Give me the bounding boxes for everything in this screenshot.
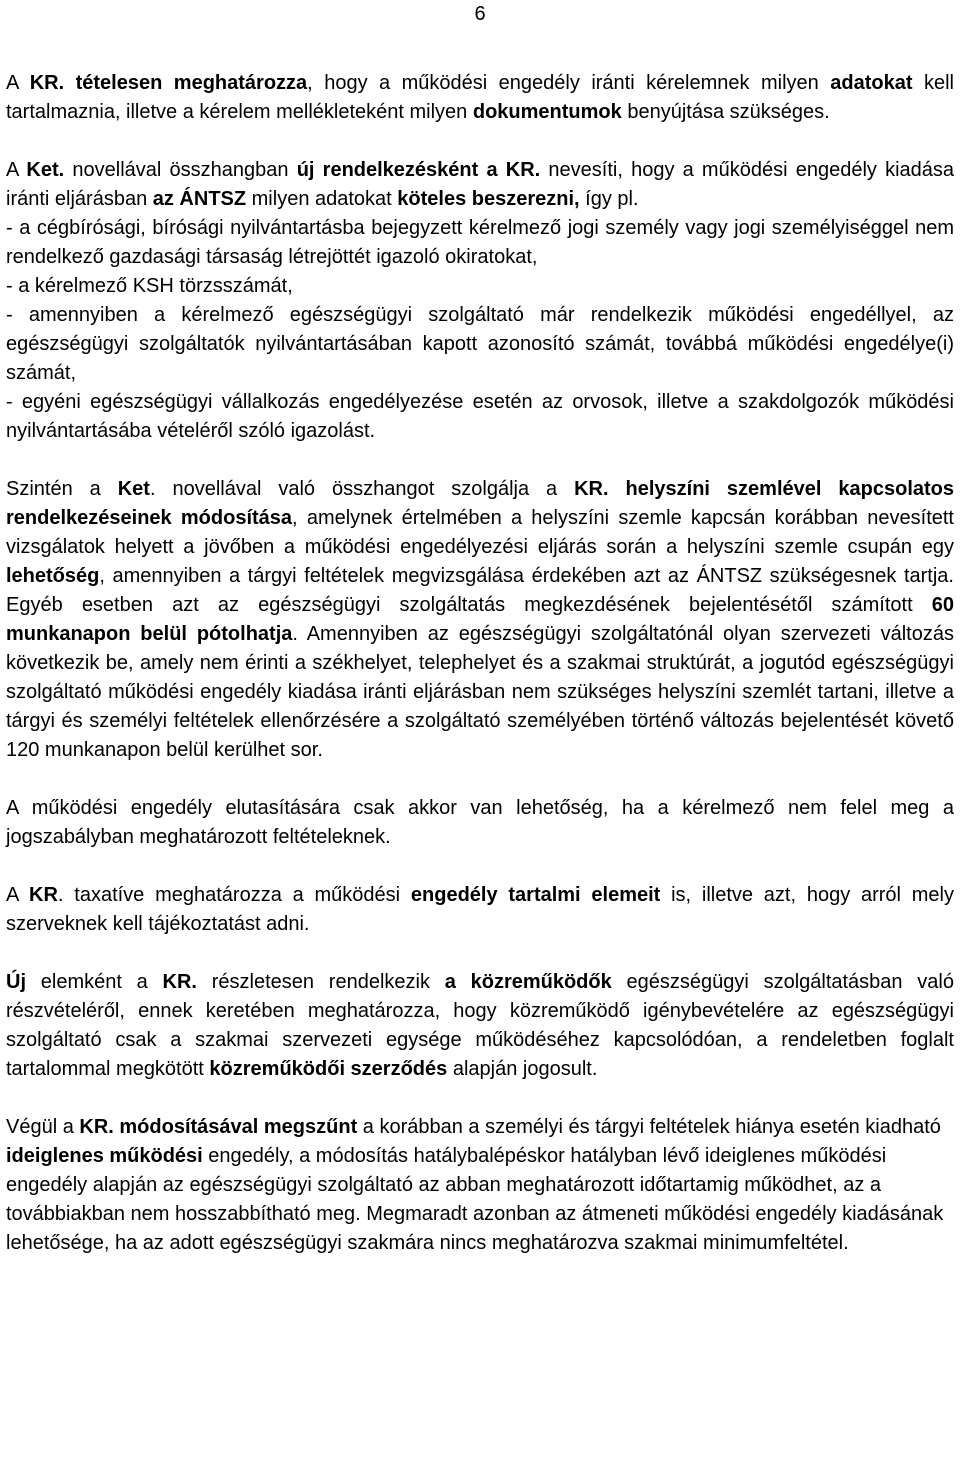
bold-text-run: Új	[6, 971, 26, 993]
bold-text-run: lehetőség	[6, 565, 100, 587]
bold-text-run: köteles beszerezni,	[397, 188, 580, 210]
text-run: milyen adatokat	[246, 188, 398, 210]
bold-text-run: új rendelkezésként a KR.	[296, 159, 541, 181]
paragraph	[6, 272, 954, 301]
text-run: elemként a	[26, 971, 163, 993]
text-run: kell tartalmaznia, illetve a kérelem mellékleteként milyen	[6, 72, 954, 123]
text-run: alapján jogosult.	[447, 1058, 598, 1080]
text-run: egészségügyi szolgáltatásban való részvételéről, ennek keretében meghatározza, hogy közreműködő igénybevételére az egészségügyi szolgáltató csak a szakmai szervezeti egysége működéséhez kapcsolódóan, a rendeletben foglalt tartalommal megkötött	[6, 971, 954, 1080]
bold-text-run: Ket.	[26, 159, 65, 181]
text-run: a korábban a személyi és tárgyi feltételek hiánya esetén kiadható	[357, 1116, 941, 1138]
text-run: , amelynek értelmében a helyszíni szemle kapcsán korábban nevesített vizsgálatok helyett a jövőben a működési engedélyezési eljárás során a helyszíni szemle csupán egy	[6, 507, 954, 558]
bold-text-run: engedély tartalmi elemeit	[410, 884, 661, 906]
bold-text-run: közreműködői szerződés	[209, 1058, 448, 1080]
text-run: részletesen rendelkezik	[197, 971, 445, 993]
text-run: - a cégbírósági, bírósági nyilvántartásba bejegyzett kérelmező jogi személy vagy jogi személyiséggel nem rendelkező gazdasági társaság létrejöttét igazoló okiratokat,	[6, 217, 954, 268]
text-run: , amennyiben a tárgyi feltételek megvizsgálása érdekében azt az ÁNTSZ szükségesnek tartja. Egyéb esetben azt az egészségügyi szolgáltatás megkezdésének bejelentésétől számított	[6, 565, 954, 616]
bold-text-run: KR	[29, 884, 58, 906]
text-run: A	[6, 72, 30, 94]
text-run: nevesíti, hogy a működési engedély kiadása iránti eljárásban	[6, 159, 955, 210]
paragraph	[6, 475, 954, 765]
text-run: Szintén a	[6, 478, 118, 500]
text-run: Végül a	[6, 1116, 80, 1138]
paragraph	[6, 968, 954, 1084]
text-run: . Amennyiben az egészségügyi szolgáltatónál olyan szervezeti változás következik be, amely nem érinti a székhelyet, telephelyet és a szakmai struktúrát, a jogutód egészségügyi szolgáltató működési engedély kiadása iránti eljárásban nem szükséges helyszíni szemlét tartani, illetve a tárgyi és személyi feltételek ellenőrzésére a szolgáltató személyében történő változás bejelentését követő 120 munkanapon belül kerülhet sor.	[6, 623, 954, 761]
paragraph	[6, 69, 954, 127]
text-run: A működési engedély elutasítására csak akkor van lehetőség, ha a kérelmező nem felel meg a jogszabályban meghatározott feltételeknek.	[6, 797, 954, 848]
text-run: így pl.	[579, 188, 639, 210]
text-run: - a kérelmező KSH törzsszámát,	[6, 275, 293, 297]
bold-text-run: KR.	[162, 971, 197, 993]
bold-text-run: az ÁNTSZ	[152, 188, 247, 210]
text-run: A	[6, 884, 30, 906]
paragraph	[6, 156, 954, 214]
paragraph	[6, 301, 954, 388]
bold-text-run: adatokat	[830, 72, 913, 94]
text-run: . novellával való összhangot szolgálja a	[149, 478, 575, 500]
text-run: . taxatíve meghatározza a működési	[57, 884, 411, 906]
bold-text-run: dokumentumok	[472, 101, 622, 123]
bold-text-run: KR. helyszíni szemlével kapcsolatos rendelkezéseinek módosítása	[6, 478, 954, 529]
text-run: is, illetve azt, hogy arról mely szerveknek kell tájékoztatást adni.	[6, 884, 954, 935]
paragraph	[6, 881, 954, 939]
document-body	[6, 69, 954, 1258]
text-run: novellával összhangban	[64, 159, 297, 181]
text-run: A	[6, 159, 27, 181]
text-run: benyújtása szükséges.	[621, 101, 830, 123]
paragraph	[6, 794, 954, 852]
text-run: - egyéni egészségügyi vállalkozás engedélyezése esetén az orvosok, illetve a szakdolgozók működési nyilvántartásába vételéről szóló igazolást.	[6, 391, 954, 442]
bold-text-run: ideiglenes működési	[6, 1145, 203, 1167]
text-run: engedély, a módosítás hatálybalépéskor hatályban lévő ideiglenes működési engedély alapján az egészségügyi szolgáltató az abban meghatározott időtartamig működhet, az a továbbiakban nem hosszabbítható meg. Megmaradt azonban az átmeneti működési engedély kiadásának lehetősége, ha az adott egészségügyi szakmára nincs meghatározva szakmai minimumfeltétel.	[6, 1145, 944, 1254]
bold-text-run: a közreműködők	[444, 971, 612, 993]
bold-text-run: Ket	[117, 478, 150, 500]
paragraph	[6, 1113, 954, 1258]
bold-text-run: KR. módosításával megszűnt	[79, 1116, 358, 1138]
page-number: 6	[474, 3, 486, 25]
bold-text-run: KR. tételesen meghatározza	[29, 72, 308, 94]
paragraph	[6, 214, 954, 272]
text-run: , hogy a működési engedély iránti kérelemnek milyen	[307, 72, 831, 94]
text-run: - amennyiben a kérelmező egészségügyi szolgáltató már rendelkezik működési engedéllyel, az egészségügyi szolgáltatók nyilvántartásában kapott azonosító számát, továbbá működési engedélye(i) számát,	[6, 304, 954, 384]
paragraph	[6, 388, 954, 446]
bold-text-run: 60 munkanapon belül pótolhatja	[6, 594, 954, 645]
